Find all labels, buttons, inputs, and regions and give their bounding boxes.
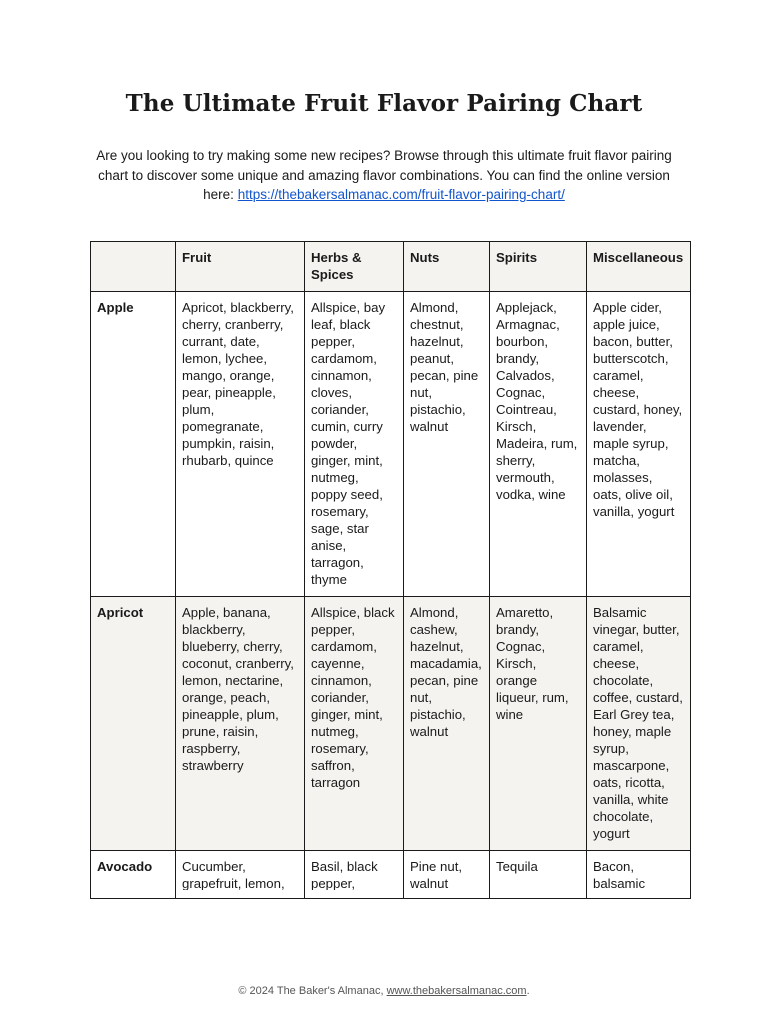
header-miscellaneous: Miscellaneous xyxy=(587,242,691,292)
header-row xyxy=(91,242,691,292)
cell-misc-text: Bacon, balsamic xyxy=(593,859,646,890)
document-title: The Ultimate Fruit Flavor Pairing Chart xyxy=(125,90,643,117)
cell-miscellaneous: Apple cider, apple juice, bacon, butter, butterscotch, caramel, cheese, custard, honey, lavender, maple syrup, matcha, molasses, oats, olive oil, vanilla, yogurt xyxy=(587,292,691,597)
footer-period: . xyxy=(526,985,530,997)
footer-copyright: © 2024 The Baker's Almanac, xyxy=(238,985,387,997)
table-row xyxy=(91,851,691,899)
cell-fruit xyxy=(176,851,305,899)
pairing-table xyxy=(90,241,691,899)
cell-nuts: Almond, cashew, hazelnut, macadamia, pecan, pine nut, pistachio, walnut xyxy=(404,597,490,851)
online-version-link[interactable]: https://thebakersalmanac.com/fruit-flavor-pairing-chart/ xyxy=(237,187,565,202)
row-name-clip: Avocado xyxy=(97,859,153,874)
header-corner xyxy=(91,242,176,292)
cell-nuts-text: Pine nut, walnut xyxy=(410,859,463,890)
header-fruit: Fruit xyxy=(176,242,305,292)
cell-spirits-text: Tequila xyxy=(496,859,538,874)
cell-fruit: Apple, banana, blackberry, blueberry, cherry, coconut, cranberry, lemon, nectarine, orange, peach, pineapple, plum, prune, raisin, raspberry, strawberry xyxy=(176,597,305,851)
footer-site-link[interactable]: www.thebakersalmanac.com xyxy=(386,985,527,997)
row-fruit-name: Apple xyxy=(91,292,176,597)
cell-spirits: Applejack, Armagnac, bourbon, brandy, Calvados, Cognac, Cointreau, Kirsch, Madeira, rum, sherry, vermouth, vodka, wine xyxy=(490,292,587,597)
header-herbs-spices: Herbs & Spices xyxy=(305,242,404,292)
table-row xyxy=(91,292,691,597)
cell-miscellaneous: Balsamic vinegar, butter, caramel, cheese, chocolate, coffee, custard, Earl Grey tea, honey, maple syrup, mascarpone, oats, ricotta, vanilla, white chocolate, yogurt xyxy=(587,597,691,851)
page-footer xyxy=(0,985,768,997)
cell-nuts xyxy=(404,851,490,899)
cell-herbs-spices: Allspice, bay leaf, black pepper, cardamom, cinnamon, cloves, coriander, cumin, curry powder, ginger, mint, nutmeg, poppy seed, rosemary, sage, star anise, tarragon, thyme xyxy=(305,292,404,597)
cell-herbs-spices: Allspice, black pepper, cardamom, cayenne, cinnamon, coriander, ginger, mint, nutmeg, rosemary, saffron, tarragon xyxy=(305,597,404,851)
intro-text: Are you looking to try making some new recipes? Browse through this ultimate fruit flavor pairing chart to discover some unique and amazing flavor combinations. You can find the online version here: xyxy=(96,148,672,202)
row-fruit-name xyxy=(91,851,176,899)
cell-herbs-text: Basil, black pepper, xyxy=(311,859,378,890)
cell-spirits xyxy=(490,851,587,899)
table-row xyxy=(91,597,691,851)
header-spirits: Spirits xyxy=(490,242,587,292)
header-nuts: Nuts xyxy=(404,242,490,292)
cell-fruit-text: Cucumber, grapefruit, lemon, xyxy=(182,859,285,890)
cell-fruit: Apricot, blackberry, cherry, cranberry, currant, date, lemon, lychee, mango, orange, pear, pineapple, plum, pomegranate, pumpkin, raisin, rhubarb, quince xyxy=(176,292,305,597)
cell-miscellaneous xyxy=(587,851,691,899)
cell-herbs-spices xyxy=(305,851,404,899)
cell-nuts: Almond, chestnut, hazelnut, peanut, pecan, pine nut, pistachio, walnut xyxy=(404,292,490,597)
intro-paragraph xyxy=(90,146,678,205)
row-fruit-name: Apricot xyxy=(91,597,176,851)
cell-spirits: Amaretto, brandy, Cognac, Kirsch, orange liqueur, rum, wine xyxy=(490,597,587,851)
